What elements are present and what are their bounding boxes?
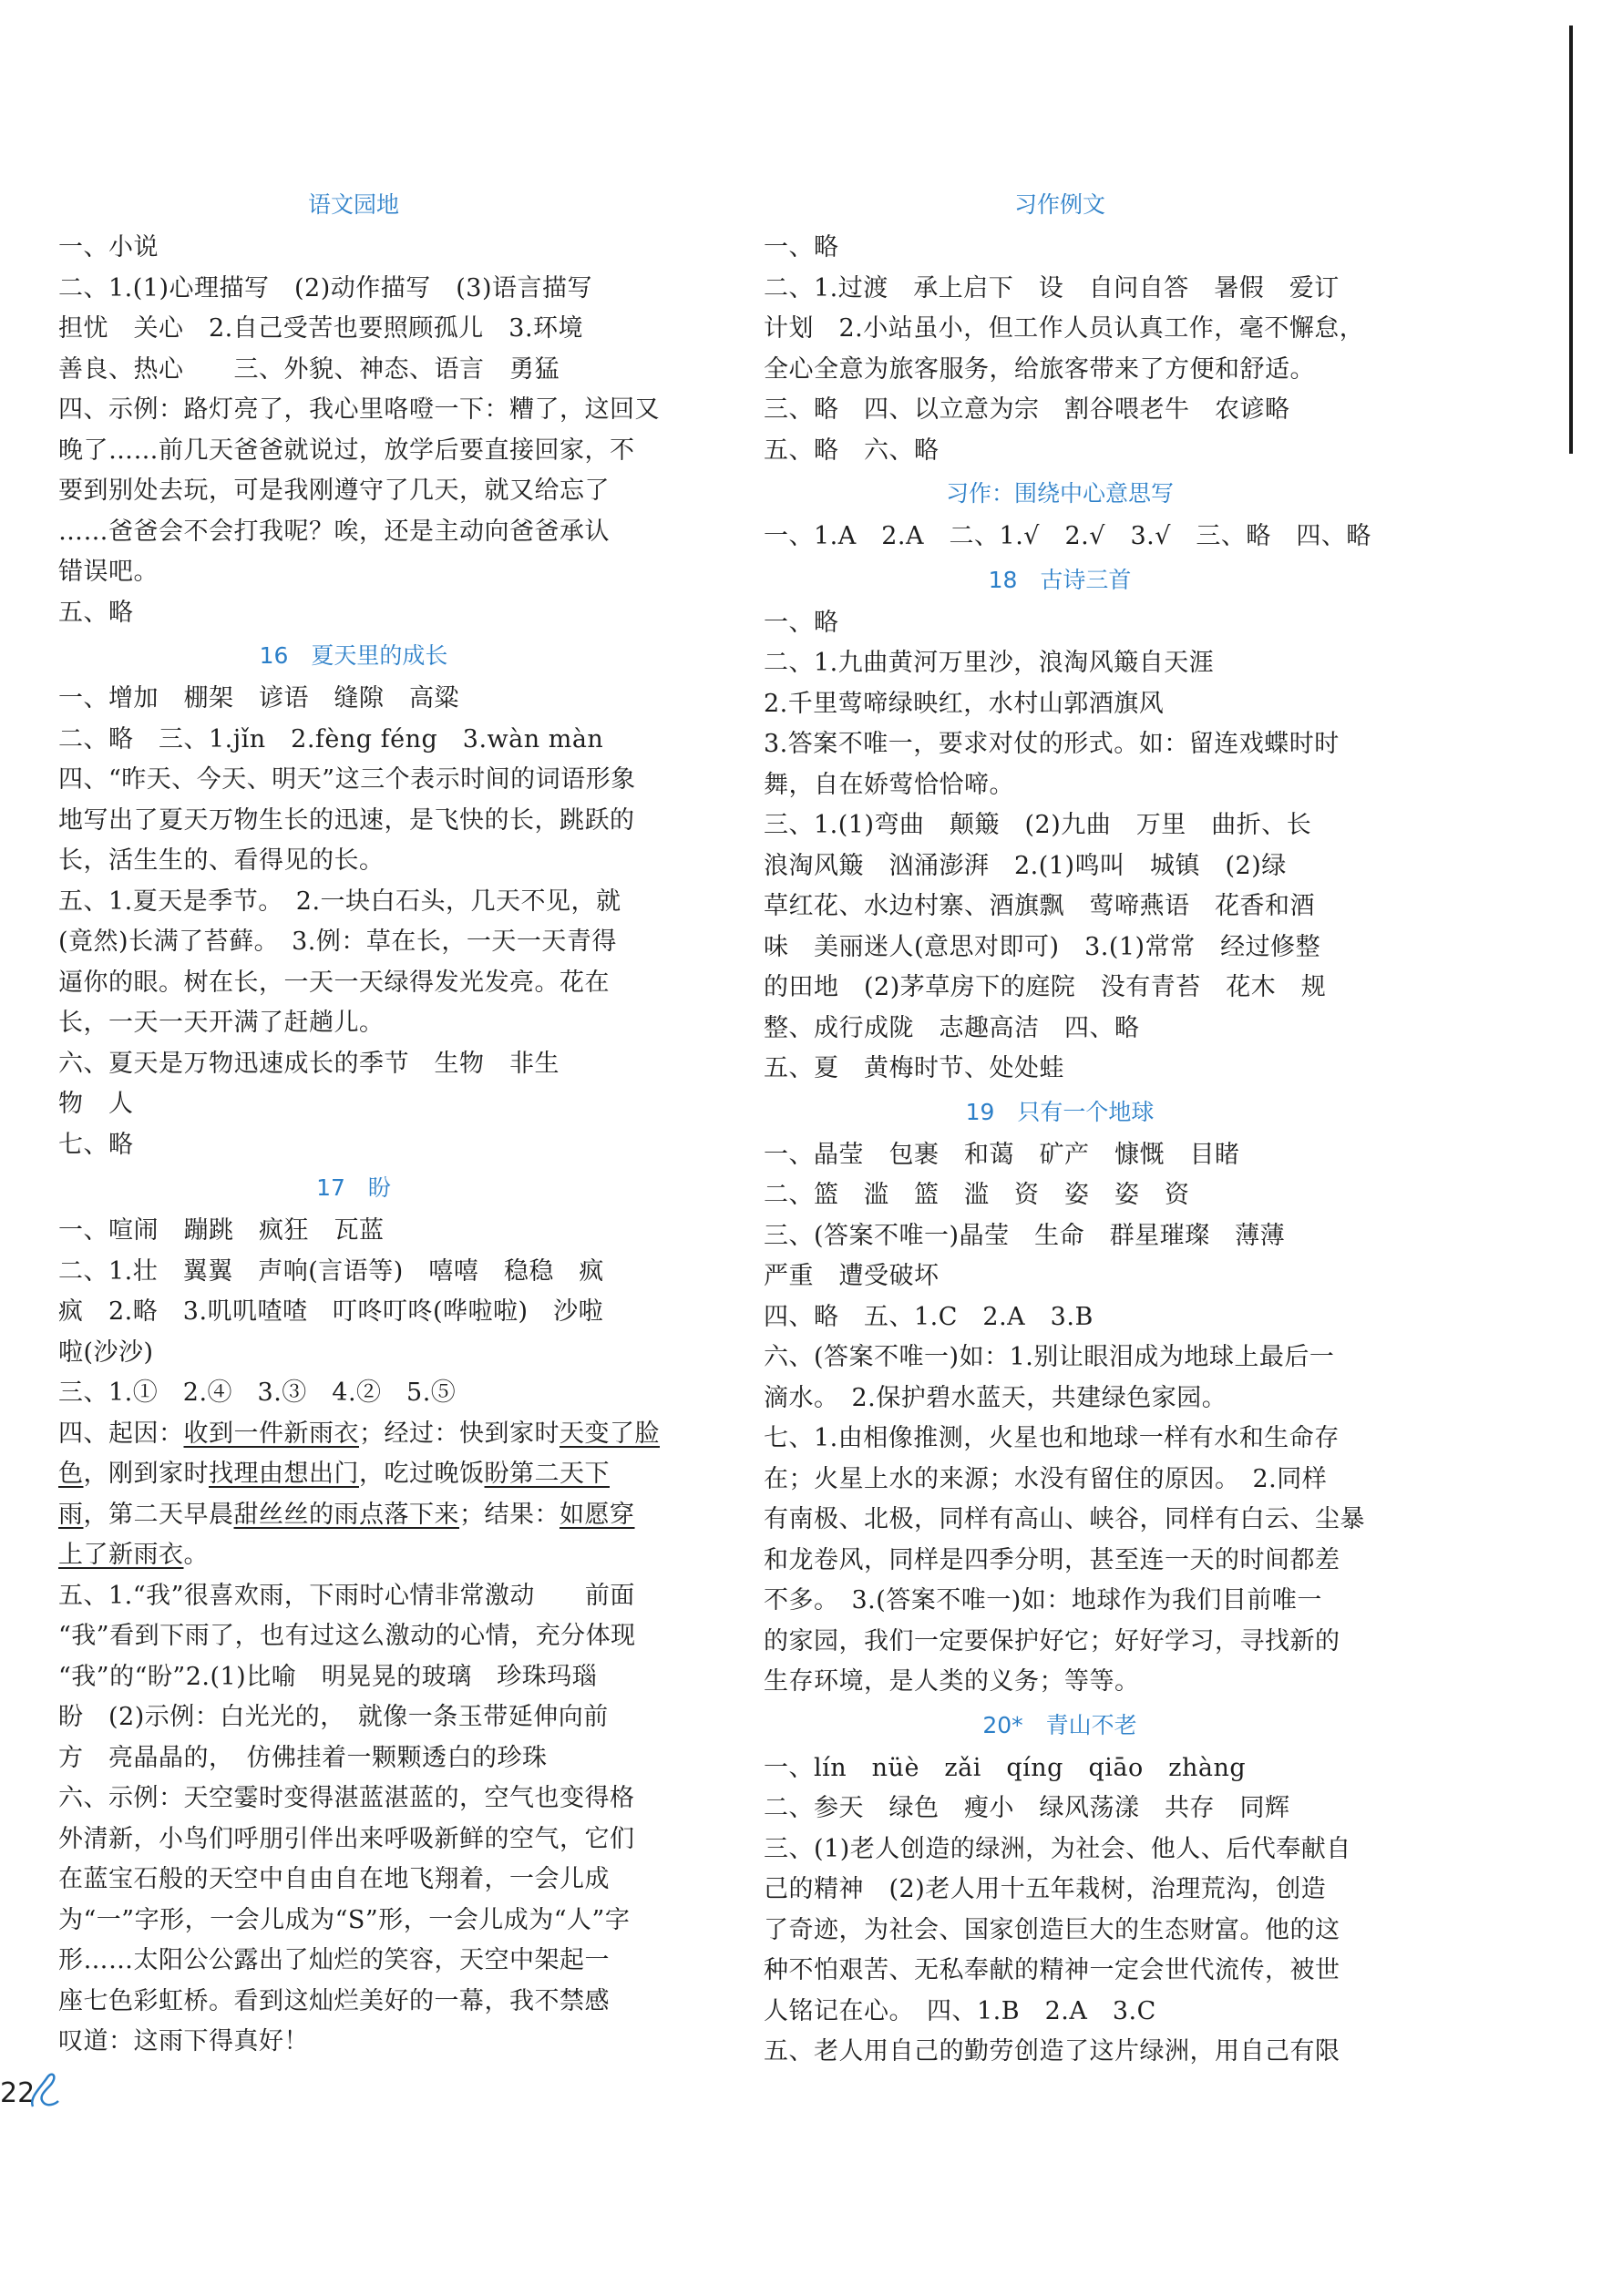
answer-line: 二、1.壮 翼翼 声响(言语等) 嘻嘻 稳稳 疯 — [58, 1256, 604, 1286]
answer-line-underlined — [58, 1495, 649, 1536]
answer-line: 五、1.夏天是季节。 2.一块白石头，几天不见，就 — [58, 887, 621, 916]
answer-line: 三、(1)老人创造的绿洲，为社会、他人、后代奉献自 — [764, 1834, 1351, 1863]
answer-line: 一、略 — [764, 608, 839, 637]
answer-line-underlined — [58, 1454, 649, 1495]
section-title: 16 夏天里的成长 — [259, 642, 448, 669]
answer-line: 四、示例：路灯亮了，我心里咯噔一下：糟了，这回又 — [58, 395, 660, 424]
answer-line: 不多。 3.(答案不唯一)如：地球作为我们目前唯一 — [764, 1586, 1322, 1614]
answer-line: 二、1.过渡 承上启下 设 自问自答 暑假 爱订 — [764, 273, 1340, 302]
answer-line: 种不怕艰苦、无私奉献的精神一定会世代流传，被世 — [764, 1956, 1340, 1984]
answer-line: 计划 2.小站虽小，但工作人员认真工作，毫不懈怠， — [764, 314, 1365, 343]
answer-line: 形……太阳公公露出了灿烂的笑容，天空中架起一 — [58, 1946, 610, 1974]
section-title: 17 盼 — [316, 1174, 391, 1201]
section-title: 习作：围绕中心意思写 — [945, 480, 1174, 507]
underlined-text: 雨 — [58, 1500, 84, 1529]
answer-line: 味 美丽迷人(意思对即可) 3.(1)常常 经过修整 — [764, 932, 1321, 961]
section-xizuo-zhongxin — [764, 471, 1371, 558]
answer-line: 严重 遭受破坏 — [764, 1262, 940, 1290]
section-18 — [764, 558, 1356, 1090]
section-title: 语文园地 — [307, 191, 399, 218]
answer-line: 3.答案不唯一，要求对仗的形式。如：留连戏蝶时时 — [764, 730, 1340, 758]
underlined-text: 色 — [58, 1460, 84, 1488]
swirl-ornament-icon — [27, 2070, 60, 2110]
underlined-text: 盼第二天下 — [484, 1460, 610, 1488]
answer-line: 的家园，我们一定要保护好它；好好学习，寻找新的 — [764, 1626, 1340, 1655]
answer-line: 一、晶莹 包裹 和蔼 矿产 慷慨 目睹 — [764, 1140, 1240, 1169]
answer-line: 逼你的眼。树在长，一天一天绿得发光发亮。花在 — [58, 968, 610, 997]
section-title: 18 古诗三首 — [988, 566, 1132, 593]
answer-line: 二、1.(1)心理描写 (2)动作描写 (3)语言描写 — [58, 273, 592, 302]
answer-line: 一、略 — [764, 233, 839, 261]
answer-line: 疯 2.略 3.叽叽喳喳 叮咚叮咚(哗啦啦) 沙啦 — [58, 1297, 604, 1326]
answer-line: 叹道：这雨下得真好！ — [58, 2027, 309, 2055]
page-number: 22 — [0, 2077, 36, 2109]
section-title: 19 只有一个地球 — [965, 1098, 1155, 1125]
answer-line-underlined — [58, 1535, 649, 1576]
answer-line: 在；火星上水的来源；水没有留住的原因。 2.同样 — [764, 1464, 1328, 1493]
section-title: 20* 青山不老 — [982, 1711, 1137, 1738]
answer-line: 四、略 五、1.C 2.A 3.B — [764, 1302, 1094, 1331]
answer-line: 七、1.由相像推测，火星也和地球一样有水和生命存 — [764, 1424, 1340, 1452]
text-run: 。 — [183, 1541, 209, 1569]
answer-line: 生存环境，是人类的义务；等等。 — [764, 1667, 1140, 1696]
answer-line-underlined — [58, 1414, 660, 1455]
answer-line: 晚了……前几天爸爸就说过，放学后要直接回家，不 — [58, 436, 635, 465]
answer-line: 啦(沙沙) — [58, 1338, 154, 1367]
answer-line: 外清新，小鸟们呼朋引伴出来呼吸新鲜的空气，它们 — [58, 1824, 635, 1853]
text-run: 四、起因： — [58, 1419, 184, 1448]
answer-line: 二、篮 滥 篮 滥 资 姿 姿 资 — [764, 1181, 1190, 1209]
answer-line: 五、1.“我”很喜欢雨，下雨时心情非常激动 前面 — [58, 1581, 635, 1610]
section-xizuo-liwen — [764, 182, 1365, 471]
answer-line: 舞，自在娇莺恰恰啼。 — [764, 770, 1014, 799]
answer-line: 七、略 — [58, 1130, 134, 1159]
section-16 — [58, 633, 649, 1165]
answer-line: 长，一天一天开满了赶趟儿。 — [58, 1009, 385, 1037]
answer-line: 二、1.九曲黄河万里沙，浪淘风簸自天涯 — [764, 649, 1215, 677]
answer-line: 一、喧闹 蹦跳 疯狂 瓦蓝 — [58, 1216, 385, 1245]
underlined-text: 上了新雨衣 — [58, 1541, 184, 1569]
section-yuwen-yuandi — [58, 182, 660, 633]
answer-line: 全心全意为旅客服务，给旅客带来了方便和舒适。 — [764, 354, 1315, 384]
answer-line: 2.千里莺啼绿映红，水村山郭酒旗风 — [764, 689, 1165, 718]
answer-line: 要到别处去玩，可是我刚遵守了几天，就又给忘了 — [58, 477, 610, 505]
answer-line: 五、略 六、略 — [764, 436, 940, 465]
underlined-text: 甜丝丝的雨点落下来 — [233, 1500, 459, 1529]
answer-line: 方 亮晶晶的， 仿佛挂着一颗颗透白的珍珠 — [58, 1743, 548, 1772]
answer-line: 在蓝宝石般的天空中自由自在地飞翔着，一会儿成 — [58, 1865, 610, 1893]
text-run: ，吃过晚饭 — [359, 1460, 485, 1488]
answer-line: 六、(答案不唯一)如：1.别让眼泪成为地球上最后一 — [764, 1343, 1335, 1371]
left-column — [58, 182, 660, 2063]
section-19 — [764, 1090, 1365, 1703]
answer-line: 一、增加 棚架 谚语 缝隙 高粱 — [58, 684, 459, 712]
answer-line: 座七色彩虹桥。看到这灿烂美好的一幕，我不禁感 — [58, 1986, 610, 2015]
underlined-text: 天变了脸 — [560, 1419, 660, 1448]
answer-line: 滴水。 2.保护碧水蓝天，共建绿色家园。 — [764, 1383, 1227, 1412]
answer-line: 担忧 关心 2.自己受苦也要照顾孤儿 3.环境 — [58, 314, 584, 343]
answer-line: 的田地 (2)茅草房下的庭院 没有青苔 花木 规 — [764, 973, 1327, 1001]
answer-line: 六、示例：天空霎时变得湛蓝湛蓝的，空气也变得格 — [58, 1784, 635, 1812]
answer-line: 五、夏 黄梅时节、处处蛙 — [764, 1054, 1064, 1082]
answer-line: 了奇迹，为社会、国家创造巨大的生态财富。他的这 — [764, 1915, 1340, 1944]
answer-line: 物 人 — [58, 1090, 134, 1118]
answer-line: 二、略 三、1.jǐn 2.fèng féng 3.wàn màn — [58, 724, 604, 753]
answer-line: 己的精神 (2)老人用十五年栽树，治理荒沟，创造 — [764, 1875, 1327, 1903]
underlined-text: 收到一件新雨衣 — [183, 1419, 359, 1448]
answer-line: 五、老人用自己的勤劳创造了这片绿洲，用自己有限 — [764, 2037, 1340, 2065]
answer-line: 五、略 — [58, 598, 134, 627]
answer-line: 三、1.(1)弯曲 颠簸 (2)九曲 万里 曲折、长 — [764, 811, 1312, 839]
answer-line: 和龙卷风，同样是四季分明，甚至连一天的时间都差 — [764, 1545, 1340, 1574]
answer-line: 人铭记在心。 四、1.B 2.A 3.C — [764, 1996, 1156, 2025]
answer-line: 地写出了夏天万物生长的迅速，是飞快的长，跳跃的 — [58, 805, 635, 835]
answer-line: 草红花、水边村寨、酒旗飘 莺啼燕语 花香和酒 — [764, 892, 1315, 920]
answer-line: ……爸爸会不会打我呢？唉，还是主动向爸爸承认 — [58, 517, 610, 546]
answer-line: 错误吧。 — [58, 558, 159, 586]
answer-line: (竟然)长满了苔藓。 3.例：草在长，一天一天青得 — [58, 928, 617, 956]
answer-line: 三、1.① 2.④ 3.③ 4.② 5.⑤ — [58, 1379, 457, 1407]
answer-line: 整、成行成陇 志趣高洁 四、略 — [764, 1013, 1140, 1042]
page-edge-line — [1569, 26, 1573, 454]
answer-line: 一、1.A 2.A 二、1.√ 2.√ 3.√ 三、略 四、略 — [764, 522, 1371, 550]
section-20 — [764, 1703, 1356, 2073]
section-17 — [58, 1165, 660, 2063]
answer-line: “我”的“盼”2.(1)比喻 明晃晃的玻璃 珍珠玛瑙 — [58, 1662, 598, 1691]
section-title: 习作例文 — [1013, 191, 1105, 218]
answer-line: 善良、热心 三、外貌、神态、语言 勇猛 — [58, 354, 560, 384]
right-column — [764, 182, 1371, 2073]
answer-line: 浪淘风簸 汹涌澎湃 2.(1)鸣叫 城镇 (2)绿 — [764, 851, 1287, 880]
answer-line: 有南极、北极，同样有高山、峡谷，同样有白云、尘暴 — [764, 1505, 1365, 1533]
answer-line: 三、略 四、以立意为宗 割谷喂老牛 农谚略 — [764, 395, 1290, 424]
answer-line: “我”看到下雨了，也有过这么激动的心情，充分体现 — [58, 1622, 636, 1650]
answer-line: 长，活生生的、看得见的长。 — [58, 846, 385, 875]
answer-line: 盼 (2)示例：白光光的， 就像一条玉带延伸向前 — [58, 1703, 609, 1731]
underlined-text: 如愿穿 — [560, 1500, 635, 1529]
text-run: ，第二天早晨 — [83, 1500, 234, 1529]
answer-line: 二、参天 绿色 瘦小 绿风荡漾 共存 同辉 — [764, 1794, 1290, 1822]
answer-line: 一、lín nüè zǎi qíng qiāo zhàng — [764, 1753, 1247, 1782]
text-run: ，刚到家时 — [83, 1460, 209, 1488]
answer-line: 一、小说 — [58, 233, 159, 261]
text-run: ；经过：快到家时 — [359, 1419, 560, 1448]
answer-line: 三、(答案不唯一)晶莹 生命 群星璀璨 薄薄 — [764, 1221, 1286, 1250]
answer-line: 四、“昨天、今天、明天”这三个表示时间的词语形象 — [58, 765, 636, 794]
answer-line: 为“一”字形，一会儿成为“S”形，一会儿成为“人”字 — [58, 1905, 631, 1934]
text-run: ；结果： — [459, 1500, 560, 1529]
answer-line: 六、夏天是万物迅速成长的季节 生物 非生 — [58, 1049, 560, 1078]
underlined-text: 找理由想出门 — [209, 1460, 359, 1488]
